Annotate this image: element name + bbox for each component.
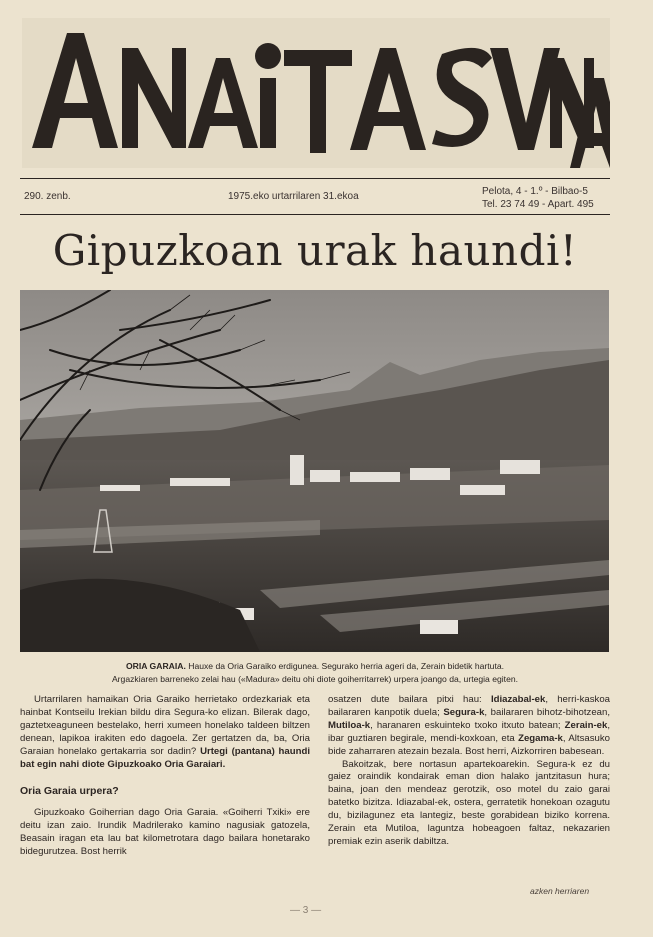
caption-label: ORIA GARAIA. — [126, 661, 186, 671]
paragraph — [20, 694, 310, 771]
photo-caption — [20, 660, 610, 686]
text: , Altsasuko bide zaharraren atezain bezala. Bost herri, Aizkorriren babesean. — [328, 732, 610, 757]
town-name: Zegama-k — [518, 732, 563, 744]
article-column-left — [20, 694, 310, 859]
masthead-logo-graphic — [22, 18, 610, 168]
address-line-1: Pelota, 4 - 1.º - Bilbao-5 — [482, 186, 588, 197]
text: , herri-kaskoa bailararen kanpotik duela; — [328, 694, 611, 718]
text: , ibar guztiaren begirale, mendi-koxkoan, eta — [328, 719, 611, 744]
text: , bailararen bihotz-bihotzean, — [484, 706, 610, 718]
caption-line-1 — [20, 660, 610, 673]
caption-text-1: Hauxe da Oria Garaiko erdigunea. Segurako herria ageri da, Zerain bidetik hartuta. — [188, 661, 504, 671]
paragraph-bold: Urtegi (pantana) haundi bat egin nahi diote Gipuzkoako Oria Garaiari. — [20, 745, 311, 770]
text: , haranaren eskuinteko txoko itxuto batean; — [370, 719, 561, 731]
town-name: Zerain-ek — [564, 719, 608, 731]
text: osatzen dute bailara pitxi hau: — [328, 694, 482, 705]
issue-date: 1975.eko urtarrilaren 31.ekoa — [228, 191, 359, 202]
headline: Gipuzkoan urak haundi! — [52, 226, 578, 275]
paragraph — [328, 694, 610, 759]
masthead-rule-bottom — [20, 214, 610, 215]
town-name: Mutiloa-k — [328, 719, 371, 731]
paragraph-text: Urtarrilaren hamaikan Oria Garaiko herrietako ordezkariak eta hainbat Kontseilu Irekian bildu dira Segura-ko elizan. Bilerak dago, gaztetxeaguneen bestelako, herri xumeen honelako taldeen biltzen denean, lapikoa irakiten edo dagoela. Zer gertatzen da, ba, Oria Garaian honelako gertakarria sor dadin? — [20, 694, 310, 757]
landscape-photo-graphic — [20, 290, 609, 652]
issue-number: 290. zenb. — [24, 191, 71, 202]
address-line-2: Tel. 23 74 49 - Apart. 495 — [482, 199, 594, 210]
continuation-note: azken herriaren — [530, 886, 590, 896]
paragraph: Bakoitzak, bere nortasun apartekoarekin. Segura-k ez du gaiez oraindik kondairak eman dion halako jantzitasun hura; baina, joan den mendeaz gerotzik, oso motel du zaio garai batetko bizitza. Idiazabal-ek, ostera, gerratetik honekoan ozagutu du, bizilagunez eta lantegiz, beste gorabidean biziko korrena. Zerain eta Mutiloa, laguntza hobeagoen faltaz, nekazarien premiak ezin aserik dabiltza. — [328, 758, 610, 847]
paragraph: Gipuzkoako Goiherrian dago Oria Garaia. «Goiherri Txiki» ere deitu izan zaio. Irundik Madrilerako kamino nagusiak gatozela, Beasain iragan eta lau bat kilometrotara dago bailara honetarako bidegurutzea. Bost herrik — [20, 807, 310, 858]
page-number: — 3 — — [290, 905, 322, 916]
masthead-logo — [22, 18, 610, 168]
subheading: Oria Garaia urpera? — [20, 785, 119, 798]
town-name: Segura-k — [443, 706, 485, 718]
caption-line-2: Argazkiaren barreneko zelai hau («Madura» deitu ohi diote goiherritarrek) urpera joango da, urtegia egiten. — [111, 674, 519, 684]
landscape-photo — [20, 290, 609, 652]
town-name: Idiazabal-ek — [490, 694, 546, 705]
article-column-right — [328, 694, 610, 849]
masthead-rule-top — [20, 178, 610, 179]
